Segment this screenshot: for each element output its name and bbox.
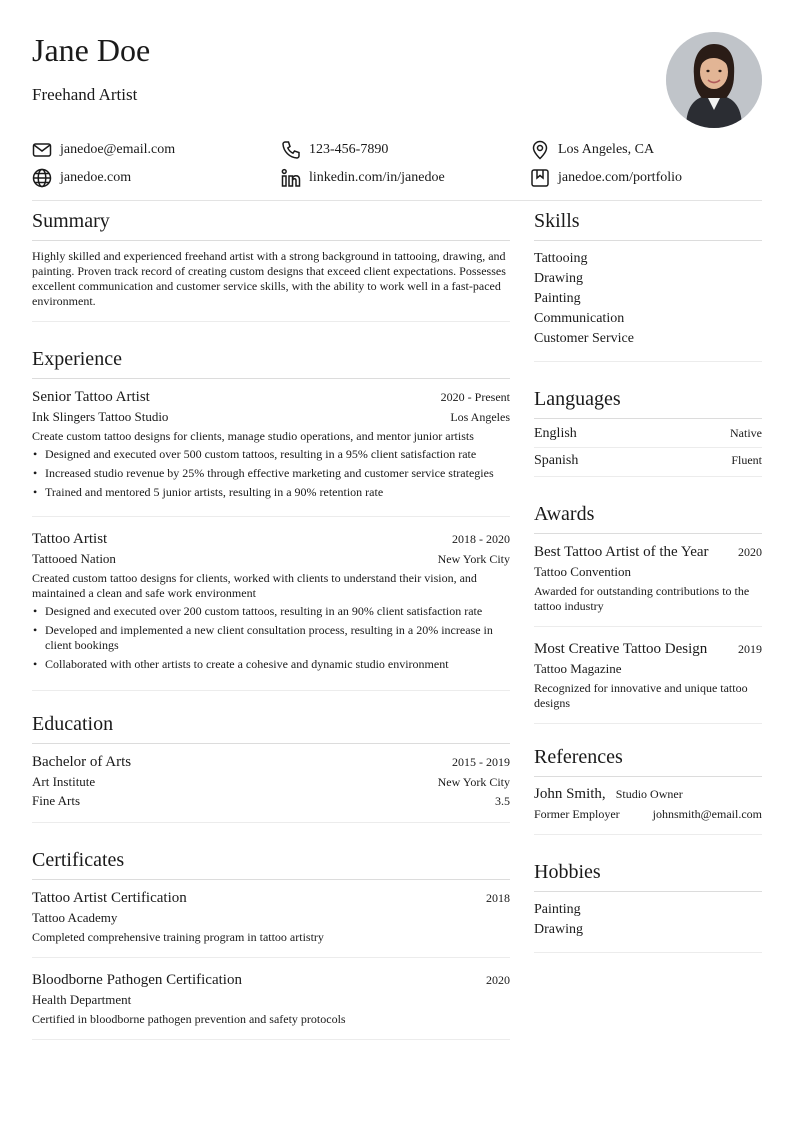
language-item [534, 421, 762, 448]
hobby-item: Painting [534, 902, 581, 917]
company-name: Ink Slingers Tattoo Studio [32, 409, 169, 424]
achievement-item: • Increased studio revenue by 25% through effective marketing and customer service strategies [32, 466, 510, 481]
linkedin-icon [281, 168, 301, 188]
summary-section [32, 200, 510, 322]
contact-linkedin[interactable] [281, 168, 530, 188]
contact-location [530, 140, 654, 160]
job-description: Create custom tattoo designs for clients, manage studio operations, and mentor junior artists [32, 429, 474, 443]
school-location: New York City [437, 775, 510, 789]
summary-text: Highly skilled and experienced freehand artist with a strong background in tattooing, drawing, and painting. Proven track record of creating custom designs that exceed client expectations. Possesses excellent communication and customer service skills, with the ability to work well in a fast-paced environment. [32, 249, 506, 308]
achievement-item: • Developed and implemented a new client consultation process, resulting in a 20% increase in client bookings [32, 623, 510, 653]
certificate-entry [32, 966, 510, 1027]
company-name: Tattooed Nation [32, 551, 116, 566]
reference-role: Studio Owner [615, 787, 683, 801]
award-description: Recognized for innovative and unique tattoo designs [534, 681, 748, 710]
globe-icon [32, 168, 52, 188]
profile-photo [666, 32, 762, 128]
award-name: Most Creative Tattoo Design [534, 641, 708, 657]
certificate-description: Certified in bloodborne pathogen prevention and safety protocols [32, 1012, 346, 1026]
section-title: Certificates [32, 839, 510, 880]
experience-entry [32, 387, 510, 517]
certificates-section [32, 839, 510, 1040]
job-title: Freehand Artist [32, 85, 138, 104]
email-text: janedoe@email.com [60, 142, 176, 157]
job-description: Created custom tattoo designs for clients, worked with clients to understand their vision, and maintained a clean and safe work environment [32, 571, 477, 600]
skill-item: Painting [534, 291, 581, 306]
certificate-issuer: Tattoo Academy [32, 910, 118, 925]
mail-icon [32, 140, 52, 160]
award-issuer: Tattoo Magazine [534, 661, 622, 676]
language-level: Fluent [731, 453, 762, 467]
award-year: 2020 [738, 545, 762, 559]
education-section [32, 703, 510, 823]
section-title: Awards [534, 493, 762, 534]
references-section [534, 736, 762, 835]
location-icon [530, 140, 550, 160]
contact-info [32, 136, 762, 192]
section-title: Summary [32, 200, 510, 241]
website-text: janedoe.com [60, 170, 132, 185]
language-name: Spanish [534, 453, 579, 468]
hobby-item: Drawing [534, 922, 583, 937]
section-title: Skills [534, 200, 762, 241]
main-column [32, 200, 510, 1040]
contact-phone[interactable] [281, 140, 530, 160]
linkedin-text: linkedin.com/in/janedoe [309, 170, 445, 185]
job-role: Senior Tattoo Artist [32, 389, 150, 405]
section-title: Experience [32, 338, 510, 379]
contact-portfolio[interactable] [530, 168, 682, 188]
award-description: Awarded for outstanding contributions to the tattoo industry [534, 584, 750, 613]
job-location: Los Angeles [450, 410, 510, 424]
section-title: Hobbies [534, 851, 762, 892]
award-name: Best Tattoo Artist of the Year [534, 544, 709, 560]
skill-item: Tattooing [534, 251, 588, 266]
language-item [534, 448, 762, 474]
award-entry [534, 542, 762, 627]
section-title: Languages [534, 378, 762, 419]
language-name: English [534, 426, 577, 441]
certificate-name: Tattoo Artist Certification [32, 890, 187, 906]
resume-header [32, 30, 762, 130]
skills-section [534, 200, 762, 362]
section-title: References [534, 736, 762, 777]
education-dates: 2015 - 2019 [452, 755, 510, 769]
reference-relation: Former Employer [534, 807, 620, 821]
achievement-list [32, 604, 510, 672]
gpa: 3.5 [495, 794, 510, 808]
achievement-item: • Designed and executed over 500 custom tattoos, resulting in a 95% client satisfaction rate [32, 447, 510, 462]
language-level: Native [730, 426, 762, 440]
job-dates: 2018 - 2020 [452, 532, 510, 546]
certificate-entry [32, 888, 510, 958]
portfolio-text: janedoe.com/portfolio [558, 170, 683, 185]
portfolio-icon [530, 168, 550, 188]
award-year: 2019 [738, 642, 762, 656]
achievement-item: • Designed and executed over 200 custom tattoos, resulting in an 90% client satisfaction rate [32, 604, 510, 619]
languages-section [534, 378, 762, 477]
hobbies-section [534, 851, 762, 953]
field-of-study: Fine Arts [32, 793, 81, 808]
person-name: Jane Doe [32, 32, 151, 68]
awards-section [534, 493, 762, 724]
award-issuer: Tattoo Convention [534, 564, 631, 579]
job-role: Tattoo Artist [32, 531, 108, 547]
achievement-item: • Collaborated with other artists to create a cohesive and dynamic studio environment [32, 657, 510, 672]
phone-text: 123-456-7890 [309, 142, 389, 157]
skill-item: Drawing [534, 271, 583, 286]
experience-section [32, 338, 510, 691]
certificate-year: 2020 [486, 973, 510, 987]
reference-name: John Smith, [534, 786, 606, 802]
side-column [534, 200, 762, 953]
achievement-list [32, 447, 510, 500]
skill-item: Customer Service [534, 331, 634, 346]
degree-name: Bachelor of Arts [32, 754, 132, 770]
certificate-name: Bloodborne Pathogen Certification [32, 972, 242, 988]
phone-icon [281, 140, 301, 160]
certificate-description: Completed comprehensive training program in tattoo artistry [32, 930, 324, 944]
experience-entry [32, 525, 510, 672]
award-entry [534, 635, 762, 711]
certificate-year: 2018 [486, 891, 510, 905]
job-dates: 2020 - Present [440, 390, 510, 404]
job-location: New York City [437, 552, 510, 566]
school-name: Art Institute [32, 774, 96, 789]
section-title: Education [32, 703, 510, 744]
skill-item: Communication [534, 311, 625, 326]
contact-website[interactable] [32, 168, 281, 188]
location-text: Los Angeles, CA [558, 142, 655, 157]
certificate-issuer: Health Department [32, 992, 132, 1007]
contact-email[interactable] [32, 140, 281, 160]
achievement-item: • Trained and mentored 5 junior artists, resulting in a 90% retention rate [32, 485, 510, 500]
reference-email[interactable]: johnsmith@email.com [652, 807, 762, 821]
